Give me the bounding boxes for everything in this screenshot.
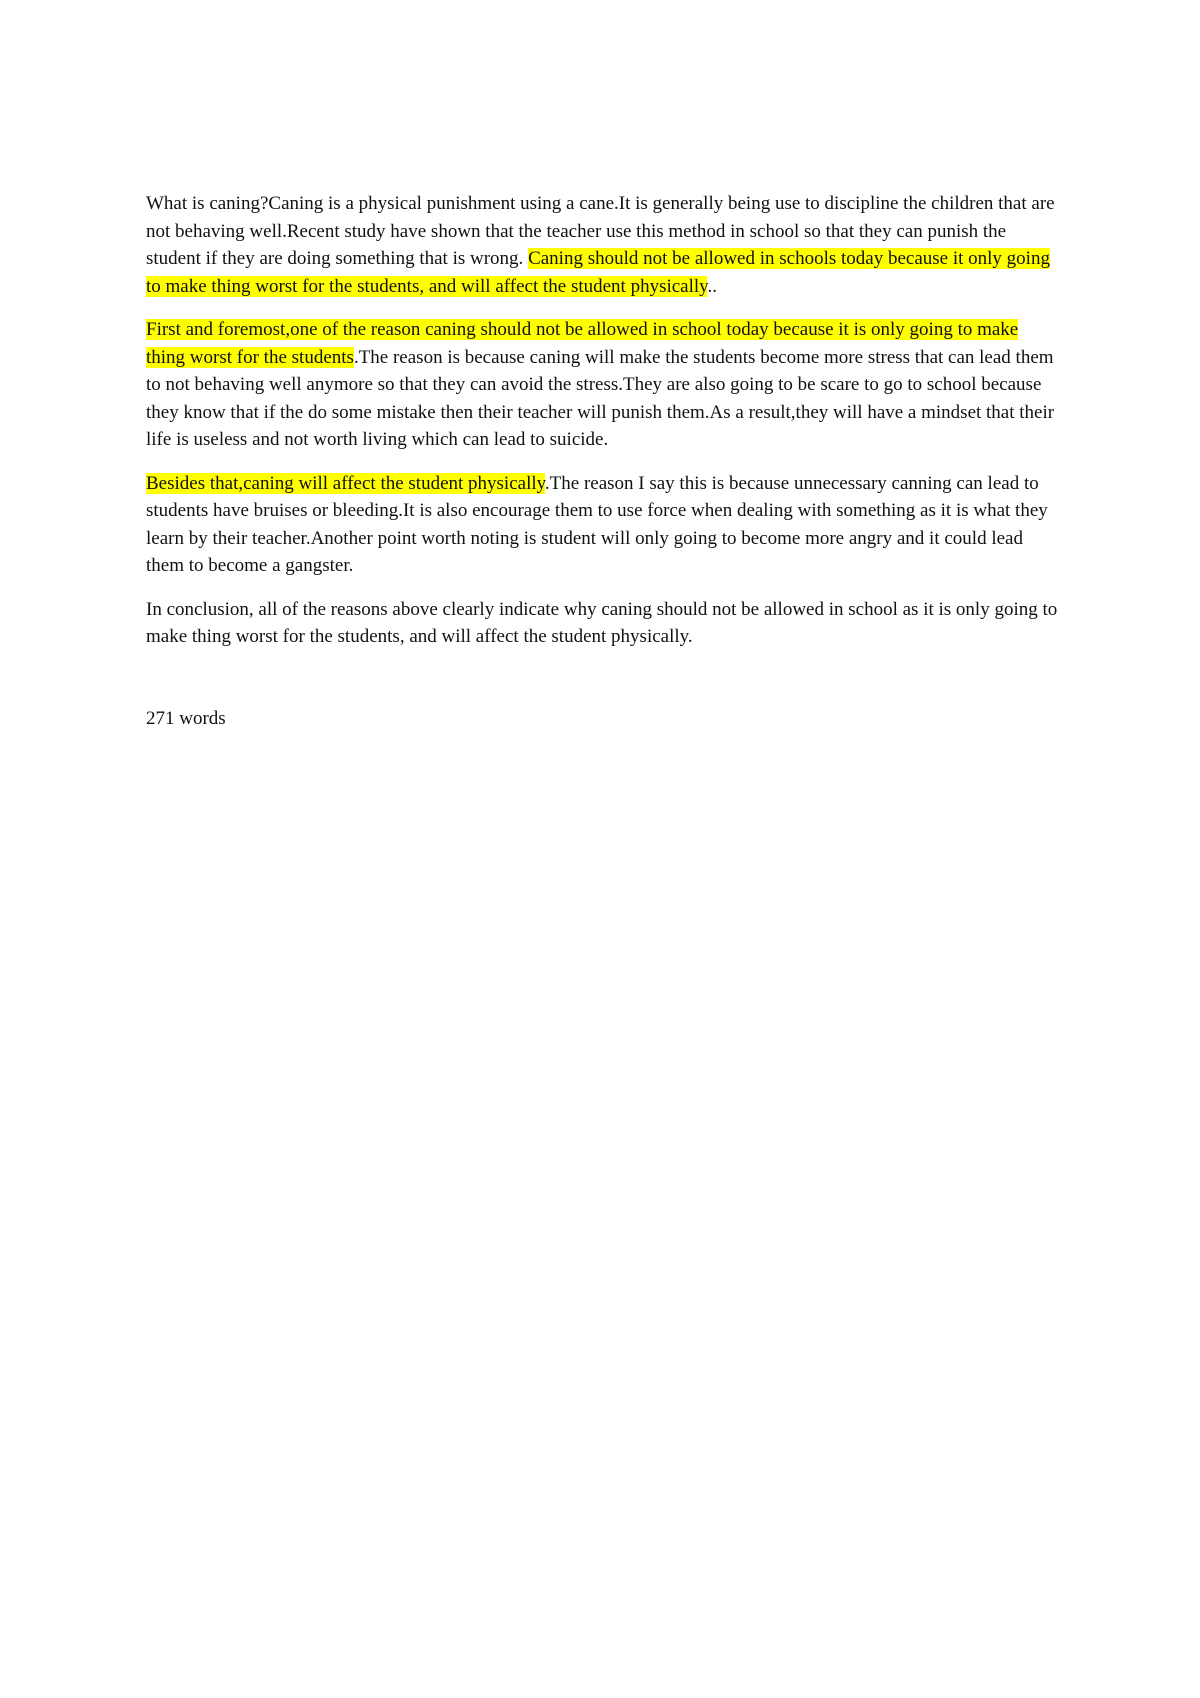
paragraph-text: .. xyxy=(707,275,717,297)
paragraph-introduction xyxy=(146,190,1061,300)
word-count: 271 words xyxy=(146,707,226,729)
paragraph-second-point xyxy=(146,470,1061,580)
paragraph-conclusion xyxy=(146,596,1061,651)
paragraph-text: .The reason I say this is because unnecessary canning can lead to students have bruises or bleeding.It is also encourage them to use force when dealing with something as it is what they learn by their teacher.Another point worth noting is student will only going to become more angry and it could lead them to become a gangster. xyxy=(146,472,1048,576)
document-body xyxy=(146,190,1061,748)
paragraph-first-point xyxy=(146,316,1061,454)
highlighted-topic-sentence: First and foremost,one of the reason caning should not be allowed in school today because it is only going to make thing worst for the students xyxy=(146,319,1019,368)
paragraph-text: In conclusion, all of the reasons above clearly indicate why caning should not be allowed in school as it is only going to make thing worst for the students, and will affect the student physically. xyxy=(146,598,1058,647)
paragraph-text: What is caning?Caning is a physical punishment using a cane.It is generally being use to discipline the children that are not behaving well.Recent study have shown that the teacher use this method in school so that they can punish the student if they are doing something that is wrong. xyxy=(146,193,1055,269)
highlighted-topic-sentence: Besides that,caning will affect the student physically xyxy=(146,472,545,494)
paragraph-text: .The reason is because caning will make the students become more stress that can lead them to not behaving well anymore so that they can avoid the stress.They are also going to be scare to go to school because they know that if the do some mistake then their teacher will punish them.As a result,they will have a mindset that their life is useless and not worth living which can lead to suicide. xyxy=(146,346,1055,450)
highlighted-thesis: Caning should not be allowed in schools today because it only going to make thing worst for the students, and will affect the student physically xyxy=(146,248,1050,297)
